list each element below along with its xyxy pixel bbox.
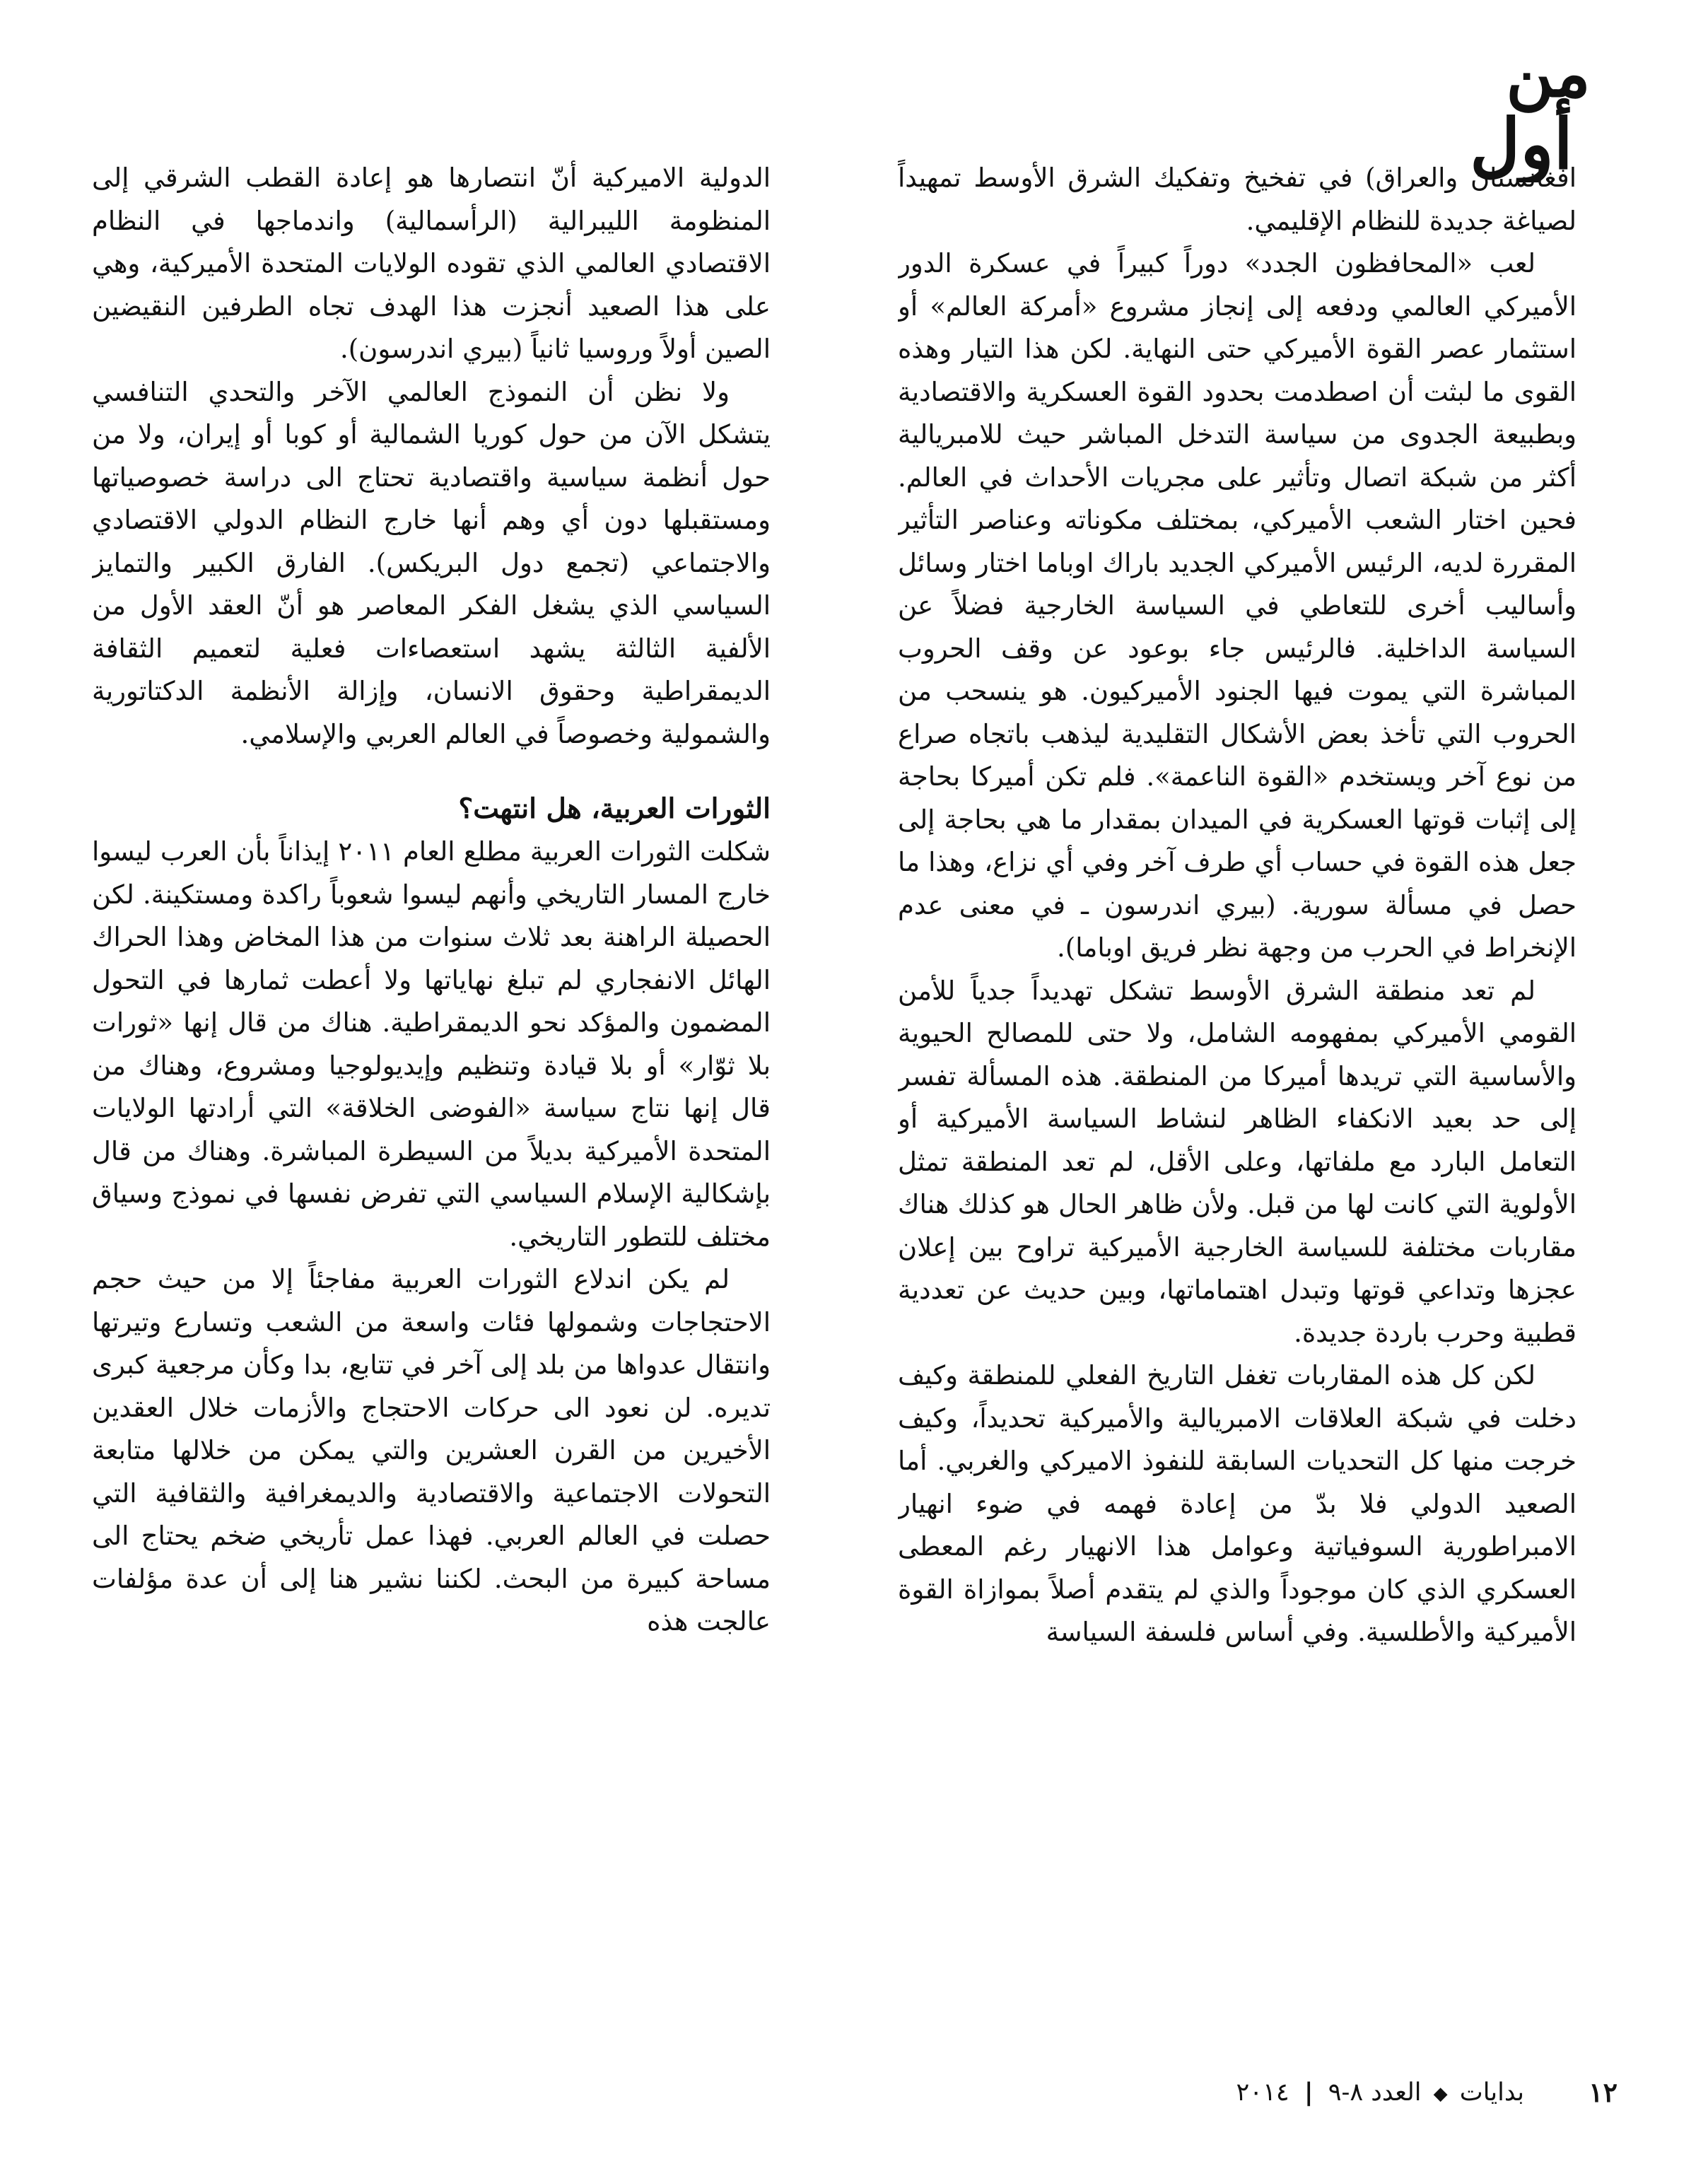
paragraph: ولا نظن أن النموذج العالمي الآخر والتحدي التنافسي يتشكل الآن من حول كوريا الشمالية أو كوبا أو إيران، ولا من حول أنظمة سياسية واقتصادية تحتاج الى دراسة خصوصياتها ومستقبلها دون أي وهم أنها خارج النظام الدولي الاقتصادي والاجتماعي (تجمع دول البريكس). الفارق الكبير والتمايز السياسي الذي يشغل الفكر المعاصر هو أنّ العقد الأول من الألفية الثالثة يشهد استعصاءات فعلية لتعميم الثقافة الديمقراطية وحقوق الانسان، وإزالة الأنظمة الدكتاتورية والشمولية وخصوصاً في العالم العربي والإسلامي. bbox=[92, 376, 771, 749]
paragraph: لم يكن اندلاع الثورات العربية مفاجئاً إلا من حيث حجم الاحتجاجات وشمولها فئات واسعة من الشعب وتسارع وتيرتها وانتقال عدواها من بلد إلى آخر في تتابع، بدا وكأن مرجعية كبرى تديره. لن نعود الى حركات الاحتجاج والأزمات خلال العقدين الأخيرين من القرن العشرين والتي يمكن من خلالها متابعة التحولات الاجتماعية والاقتصادية والديمغرافية والثقافية التي حصلت في العالم العربي. فهذا عمل تأريخي ضخم يحتاج الى مساحة كبيرة من البحث. لكننا نشير هنا إلى أن عدة مؤلفات عالجت هذه bbox=[92, 1264, 771, 1637]
page-footer bbox=[0, 2071, 1708, 2128]
paragraph: لم تعد منطقة الشرق الأوسط تشكل تهديداً جدياً للأمن القومي الأميركي بمفهومه الشامل، ولا حتى للمصالح الحيوية والأساسية التي تريدها أميركا من المنطقة. هذه المسألة تفسر إلى حد بعيد الانكفاء الظاهر لنشاط السياسة الأميركية أو التعامل البارد مع ملفاتها، وعلى الأقل، لم تعد المنطقة تمثل الأولوية التي كانت لها من قبل. ولأن ظاهر الحال هو كذلك هناك مقاربات مختلفة للسياسة الخارجية الأميركية تراوح بين إعلان عجزها وتداعي قوتها وتبدل اهتماماتها، وبين حديث عن تعددية قطبية وحرب باردة جديدة. bbox=[898, 975, 1577, 1348]
page-number: ١٢ bbox=[1589, 2076, 1618, 2108]
paragraph: افغانستان والعراق) في تفخيخ وتفكيك الشرق الأوسط تمهيداً لصياغة جديدة للنظام الإقليمي. bbox=[898, 163, 1577, 236]
paragraph: لكن كل هذه المقاربات تغفل التاريخ الفعلي للمنطقة وكيف دخلت في شبكة العلاقات الامبريالية والأميركية تحديداً، وكيف خرجت منها كل التحديات السابقة للنفوذ الاميركي والغربي. أما الصعيد الدولي فلا بدّ من إعادة فهمه في ضوء انهيار الامبراطورية السوفياتية وعوامل هذا الانهيار رغم المعطى العسكري الذي كان موجوداً والذي لم يتقدم أصلاً بموازاة القوة الأميركية والأطلسية. وفي أساس فلسفة السياسة bbox=[898, 1360, 1577, 1647]
paragraph: شكلت الثورات العربية مطلع العام ٢٠١١ إيذاناً بأن العرب ليسوا خارج المسار التاريخي وأنهم ليسوا شعوباً راكدة ومستكينة. لكن الحصيلة الراهنة بعد ثلاث سنوات من هذا المخاض وهذا الحراك الهائل الانفجاري لم تبلغ نهاياتها ولا أعطت ثمارها في التحول المضمون والمؤكد نحو الديمقراطية. هناك من قال إنها «ثورات بلا ثوّار» أو بلا قيادة وتنظيم وإيديولوجيا ومشروع، وهناك من قال إنها نتاج سياسة «الفوضى الخلاقة» التي أرادتها الولايات المتحدة الأميركية بديلاً من السيطرة المباشرة. وهناك من قال بإشكالية الإسلام السياسي التي تفرض نفسها في نموذج وسياق مختلف للتطور التاريخي. bbox=[92, 836, 771, 1252]
article-body bbox=[92, 157, 1577, 2066]
issue-year: ٢٠١٤ bbox=[1236, 2078, 1289, 2107]
diamond-icon: ◆ bbox=[1433, 2083, 1448, 2105]
section-heading: الثورات العربية، هل انتهت؟ bbox=[458, 792, 771, 825]
logo-word-awwal: أول bbox=[1470, 104, 1573, 182]
issue-label: العدد ٨-٩ bbox=[1328, 2078, 1422, 2107]
magazine-name: بدايات bbox=[1459, 2078, 1524, 2107]
column-right bbox=[898, 157, 1577, 2066]
issue-info bbox=[1236, 2071, 1524, 2115]
paragraph: لعب «المحافظون الجدد» دوراً كبيراً في عسكرة الدور الأميركي العالمي ودفعه إلى إنجاز مشروع «أمركة العالم» أو استثمار عصر القوة الأميركي حتى النهاية. لكن هذا التيار وهذه القوى ما لبثت أن اصطدمت بحدود القوة العسكرية والاقتصادية وبطبيعة الجدوى من سياسة التدخل المباشر حيث للامبريالية أكثر من شبكة اتصال وتأثير على مجريات الأحداث في العالم. فحين اختار الشعب الأميركي، بمختلف مكوناته وعناصر التأثير المقررة لديه، الرئيس الأميركي الجديد باراك اوباما اختار وسائل وأساليب أخرى للتعاطي في السياسة الخارجية فضلاً عن السياسة الداخلية. فالرئيس جاء بوعود عن وقف الحروب المباشرة التي يموت فيها الجنود الأميركيون. هو ينسحب من الحروب التي تأخذ بعض الأشكال التقليدية ليذهب باتجاه صراع من نوع آخر ويستخدم «القوة الناعمة». فلم تكن أميركا بحاجة إلى إثبات قوتها العسكرية في الميدان بمقدار ما هي بحاجة إلى جعل هذه القوة في حساب أي طرف آخر وفي أي نزاع، وهذا ما حصل في مسألة سورية. (بيري اندرسون ـ في معنى عدم الإنخراط في الحرب من وجهة نظر فريق اوباما). bbox=[898, 248, 1577, 963]
paragraph: الدولية الاميركية أنّ انتصارها هو إعادة القطب الشرقي إلى المنظومة الليبرالية (الرأسمالية) واندماجها في النظام الاقتصادي العالمي الذي تقوده الولايات المتحدة الأميركية، وهي على هذا الصعيد أنجزت هذا الهدف تجاه الطرفين النقيضين الصين أولاً وروسيا ثانياً (بيري اندرسون). bbox=[92, 163, 771, 364]
column-left bbox=[92, 157, 771, 2066]
footer-separator: | bbox=[1304, 2078, 1314, 2107]
logo-word-min: من bbox=[1506, 35, 1591, 112]
